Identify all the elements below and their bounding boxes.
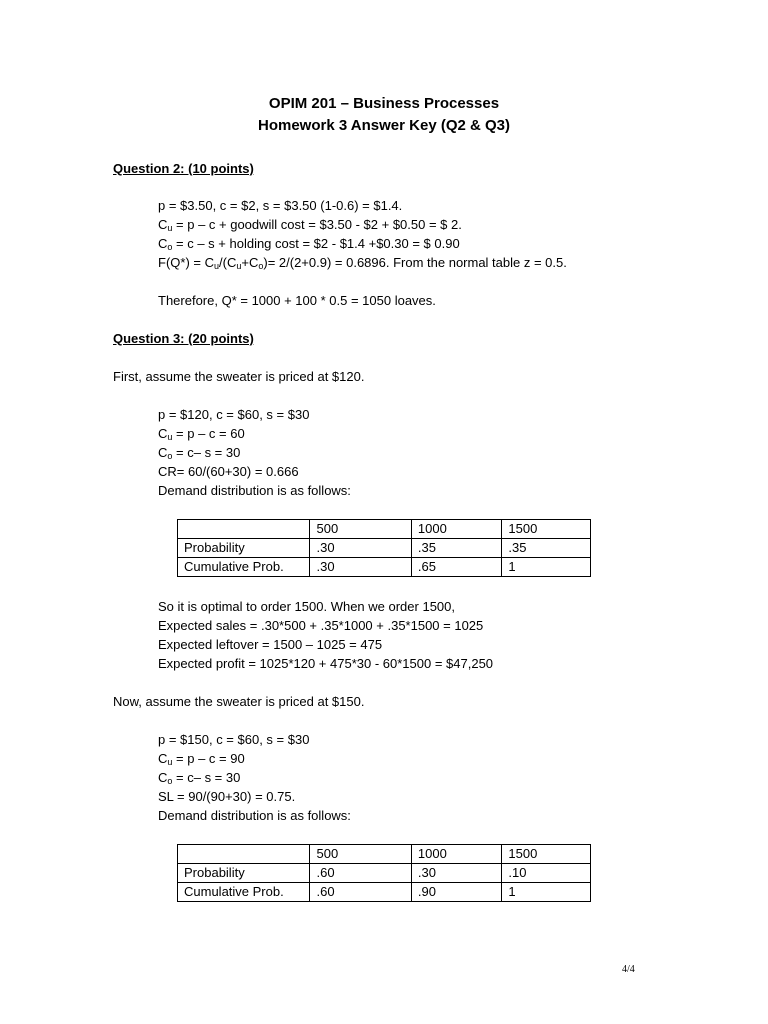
q3-s1-line-4: CR= 60/(60+30) = 0.666 [158,464,299,479]
table-header-row [178,520,591,539]
table-row [178,539,591,558]
table-cell: Cumulative Prob. [178,883,310,902]
q3-intro-150: Now, assume the sweater is priced at $150. [113,694,365,709]
q3-intro-120: First, assume the sweater is priced at $120. [113,369,365,384]
table-cell: 1000 [411,845,502,864]
q3-s2-line-2: $C_u = p - c = 90$ [158,751,245,767]
table-cell: 1 [502,558,591,577]
table-row [178,558,591,577]
table-cell: 1 [502,883,591,902]
table-cell: .30 [310,558,411,577]
q3-s1-after-3: Expected leftover = 1500 – 1025 = 475 [158,637,383,652]
table-row [178,883,591,902]
question-2-heading: Question 2: (10 points) [113,161,254,176]
q2-line-1: p = $3.50, c = $2, s = $3.50 (1-0.6) = $1.4. [158,198,403,213]
q3-s2-line-3: $C_o = c-$ s = 30 [158,770,241,786]
demand-table-120 [177,519,591,577]
document-subtitle: Homework 3 Answer Key (Q2 & Q3) [257,117,511,134]
table-cell: 1000 [411,520,502,539]
q3-s1-line-2: $C_u = p - c = 60$ [158,426,245,442]
q2-line-4: $F(Q*) = C_u/(C_u+C_o)= 2/(2+0.9) = 0.6896$. From the normal table z = 0.5. [158,255,567,271]
table-cell: .30 [411,864,502,883]
q3-s2-line-4: SL = 90/(90+30) = 0.75. [158,789,296,804]
document-title: OPIM 201 – Business Processes [268,95,500,112]
table-cell: 500 [310,520,411,539]
q3-s1-after-2: Expected sales = .30*500 + .35*1000 + .35*1500 = 1025 [158,618,484,633]
q2-conclusion: Therefore, Q* = 1000 + 100 * 0.5 = 1050 loaves. [158,293,436,308]
q3-s1-line-5: Demand distribution is as follows: [158,483,351,498]
table-header-row [178,845,591,864]
table-cell [178,520,310,539]
table-cell: Probability [178,539,310,558]
table-cell: .10 [502,864,591,883]
q3-s1-line-1: p = $120, c = $60, s = $30 [158,407,310,422]
q3-s1-line-3: $C_o = c-$ s = 30 [158,445,241,461]
table-cell: .35 [502,539,591,558]
q3-s1-after-1: So it is optimal to order 1500. When we order 1500, [158,599,455,614]
table-cell: 1500 [502,845,591,864]
q3-s2-line-1: p = $150, c = $60, s = $30 [158,732,310,747]
table-cell: .90 [411,883,502,902]
table-cell: Cumulative Prob. [178,558,310,577]
demand-table-150 [177,844,591,902]
q3-s1-after-4: Expected profit = 1025*120 + 475*30 - 60*1500 = $47,250 [158,656,494,671]
table-cell [178,845,310,864]
table-cell: Probability [178,864,310,883]
table-row [178,864,591,883]
page-number: 4/4 [622,964,635,975]
q2-line-3: $C_o = c - s$ + holding cost = $2 - $1.4 +$0.30 = $ 0.90 [158,236,460,252]
table-cell: .60 [310,883,411,902]
table-cell: 1500 [502,520,591,539]
q2-line-2: $C_u = p - c$ + goodwill cost = $3.50 - $2 + $0.50 = $ 2. [158,217,462,233]
q3-s2-line-5: Demand distribution is as follows: [158,808,351,823]
table-cell: .35 [411,539,502,558]
question-3-heading: Question 3: (20 points) [113,331,254,346]
table-cell: .60 [310,864,411,883]
table-cell: .65 [411,558,502,577]
table-cell: 500 [310,845,411,864]
table-cell: .30 [310,539,411,558]
